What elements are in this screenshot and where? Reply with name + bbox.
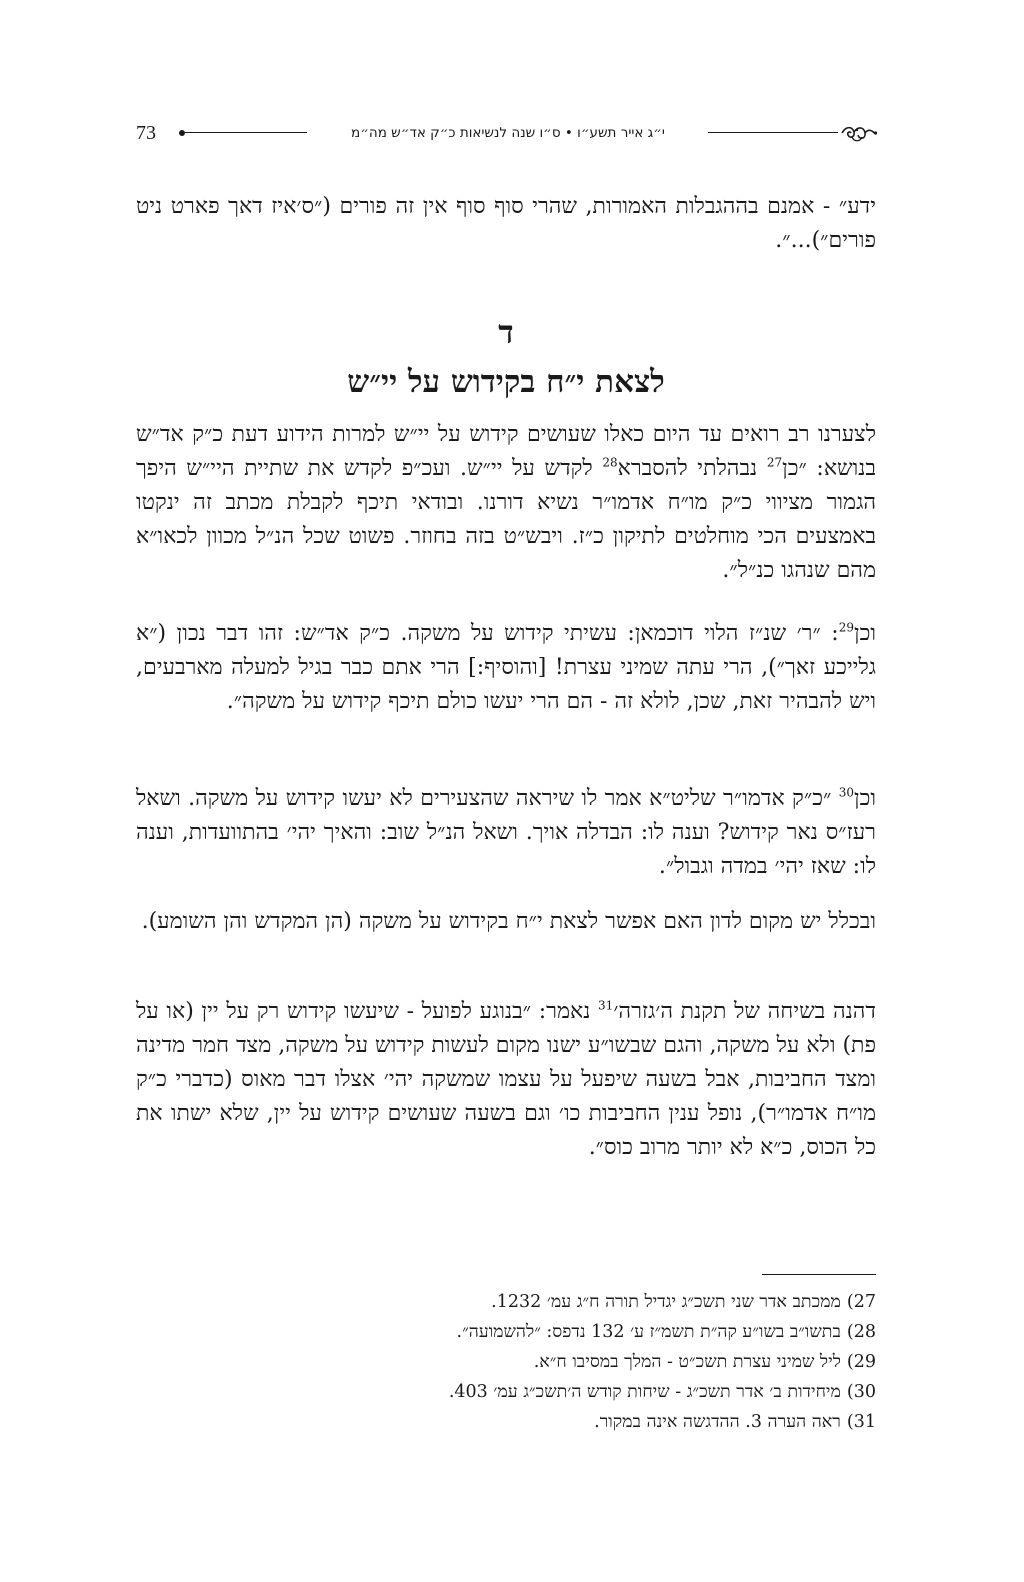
footnote-item <box>136 1347 876 1377</box>
paragraph-3 <box>136 782 876 884</box>
footnote-ref-27[interactable]: 27 <box>766 455 783 470</box>
footnote-text: ליל שמיני עצרת תשכ״ט - המלך במסיבו ח״א. <box>533 1352 841 1372</box>
running-header <box>136 118 876 150</box>
running-head-title: י״ג אייר תשע״ו • ס״ו שנה לנשיאות כ״ק אד״ש מה״מ <box>351 125 665 141</box>
footnote-number: 27) <box>846 1292 876 1312</box>
footnote-ref-28[interactable]: 28 <box>602 455 618 470</box>
footnote-text: ראה הערה 3. ההדגשה אינה במקור. <box>594 1412 841 1432</box>
page-number: 73 <box>136 122 156 144</box>
section-letter: ד <box>498 313 514 351</box>
paragraph-1 <box>136 418 876 588</box>
footnote-number: 31) <box>846 1412 876 1432</box>
intro-paragraph: ידע״ - אמנם בההגבלות האמורות, שהרי סוף סוף אין זה פורים (״ס׳איז דאך פארט ניט פורים״)...״. <box>136 194 876 253</box>
paragraph-text: לצערנו רב רואים עד היום כאלו שעושים קידוש על יי״ש למרות הידוע דעת כ״ק אד״ש בנושא: ״כן <box>136 422 877 481</box>
footnote-text: ממכתב אדר שני תשכ״ג יגדיל תורה ח״ג עמ׳ 1232. <box>491 1292 841 1312</box>
footnote-number: 28) <box>846 1322 876 1342</box>
paragraph-text: וכן <box>854 786 876 811</box>
footnote-text: בתשו״ב בשו״ע קה״ת תשמ״ז ע׳ 132 נדפס: ״להשמועה״. <box>456 1322 841 1342</box>
paragraph-text: נאמר: ״בנוגע לפועל - שיעשו קידוש רק על יין (או על פת) ולא על משקה, והגם שבשו״ע ישנו מקום לעשות קידוש על משקה, מצד חמר מדינה ומצד החביבות, אבל בשעה שיפעל על עצמו שמשקה יהי׳ אצלו דבר מאוס (כדברי כ״ק מו״ח אדמו״ר), נופל ענין החביבות כו׳ וגם בשעה שעושים קידוש על יין, שלא ישתו את כל הכוס, כ״א לא יותר מרוב כוס״. <box>136 999 876 1160</box>
paragraph-text: נבהלתי להסברא <box>617 456 767 481</box>
paragraph-2 <box>136 617 876 719</box>
header-rule-right <box>708 132 838 133</box>
header-dot <box>179 130 185 136</box>
footnote-separator <box>762 1274 876 1275</box>
paragraph-text: דהנה בשיחה של תקנת ה׳גזרה׳ <box>613 999 876 1024</box>
header-rule-left <box>185 132 307 133</box>
paragraph-text: לקדש על יי״ש. ועכ״פ לקדש את שתיית היי״ש היפך הגמור מציווי כ״ק מו״ח אדמו״ר נשיא דורנו. ובודאי תיכף לקבלת מכתב זה ינקטו באמצעים הכי מוחלטים לתיקון כ״ז. ויבש״ט בזה בחוזר. פשוט שכל הנ״ל מכוון לכאו״א מהם שנהגו כנ״ל״. <box>136 456 876 583</box>
footnote-ref-30[interactable]: 30 <box>838 785 854 800</box>
footnote-item <box>136 1287 876 1317</box>
footnotes-list <box>136 1287 876 1437</box>
footnote-ref-31[interactable]: 31 <box>598 998 614 1013</box>
footnote-item <box>136 1407 876 1437</box>
footnote-number: 29) <box>846 1352 876 1372</box>
paragraph-text: ״כ״ק אדמו״ר שליט״א אמר לו שיראה שהצעירים לא יעשו קידוש על משקה. ושאל רעז״ס נאר קידוש? וענה לו: הבדלה אויך. ושאל הנ״ל שוב: והאיך יהי׳ בהתוועדות, וענה לו: שאז יהי׳ במדה וגבול״. <box>136 786 876 879</box>
footnote-item <box>136 1317 876 1347</box>
floral-ornament-icon <box>838 118 878 148</box>
footnote-item <box>136 1377 876 1407</box>
paragraph-4: ובכלל יש מקום לדון האם אפשר לצאת י״ח בקידוש על משקה (הן המקדש והן השומע). <box>141 909 876 934</box>
footnote-text: מיחידות ב׳ אדר תשכ״ג - שיחות קודש ה׳תשכ״ג עמ׳ 403. <box>448 1382 841 1402</box>
footnote-number: 30) <box>846 1382 876 1402</box>
paragraph-text: וכן <box>854 621 876 646</box>
paragraph-text: : ״ר׳ שנ״ז הלוי דוכמאן: עשיתי קידוש על משקה. כ״ק אד״ש: זהו דבר נכון (״א גלייכע זאך״), הרי עתה שמיני עצרת! [והוסיף:] הרי אתם כבר בגיל למעלה מארבעים, ויש להבהיר זאת, שכן, לולא זה - הם הרי יעשו כולם תיכף קידוש על משקה״. <box>136 621 876 714</box>
footnote-ref-29[interactable]: 29 <box>838 620 854 635</box>
paragraph-5 <box>136 995 876 1165</box>
section-title: לצאת י״ח בקידוש על יי״ש <box>347 364 665 400</box>
